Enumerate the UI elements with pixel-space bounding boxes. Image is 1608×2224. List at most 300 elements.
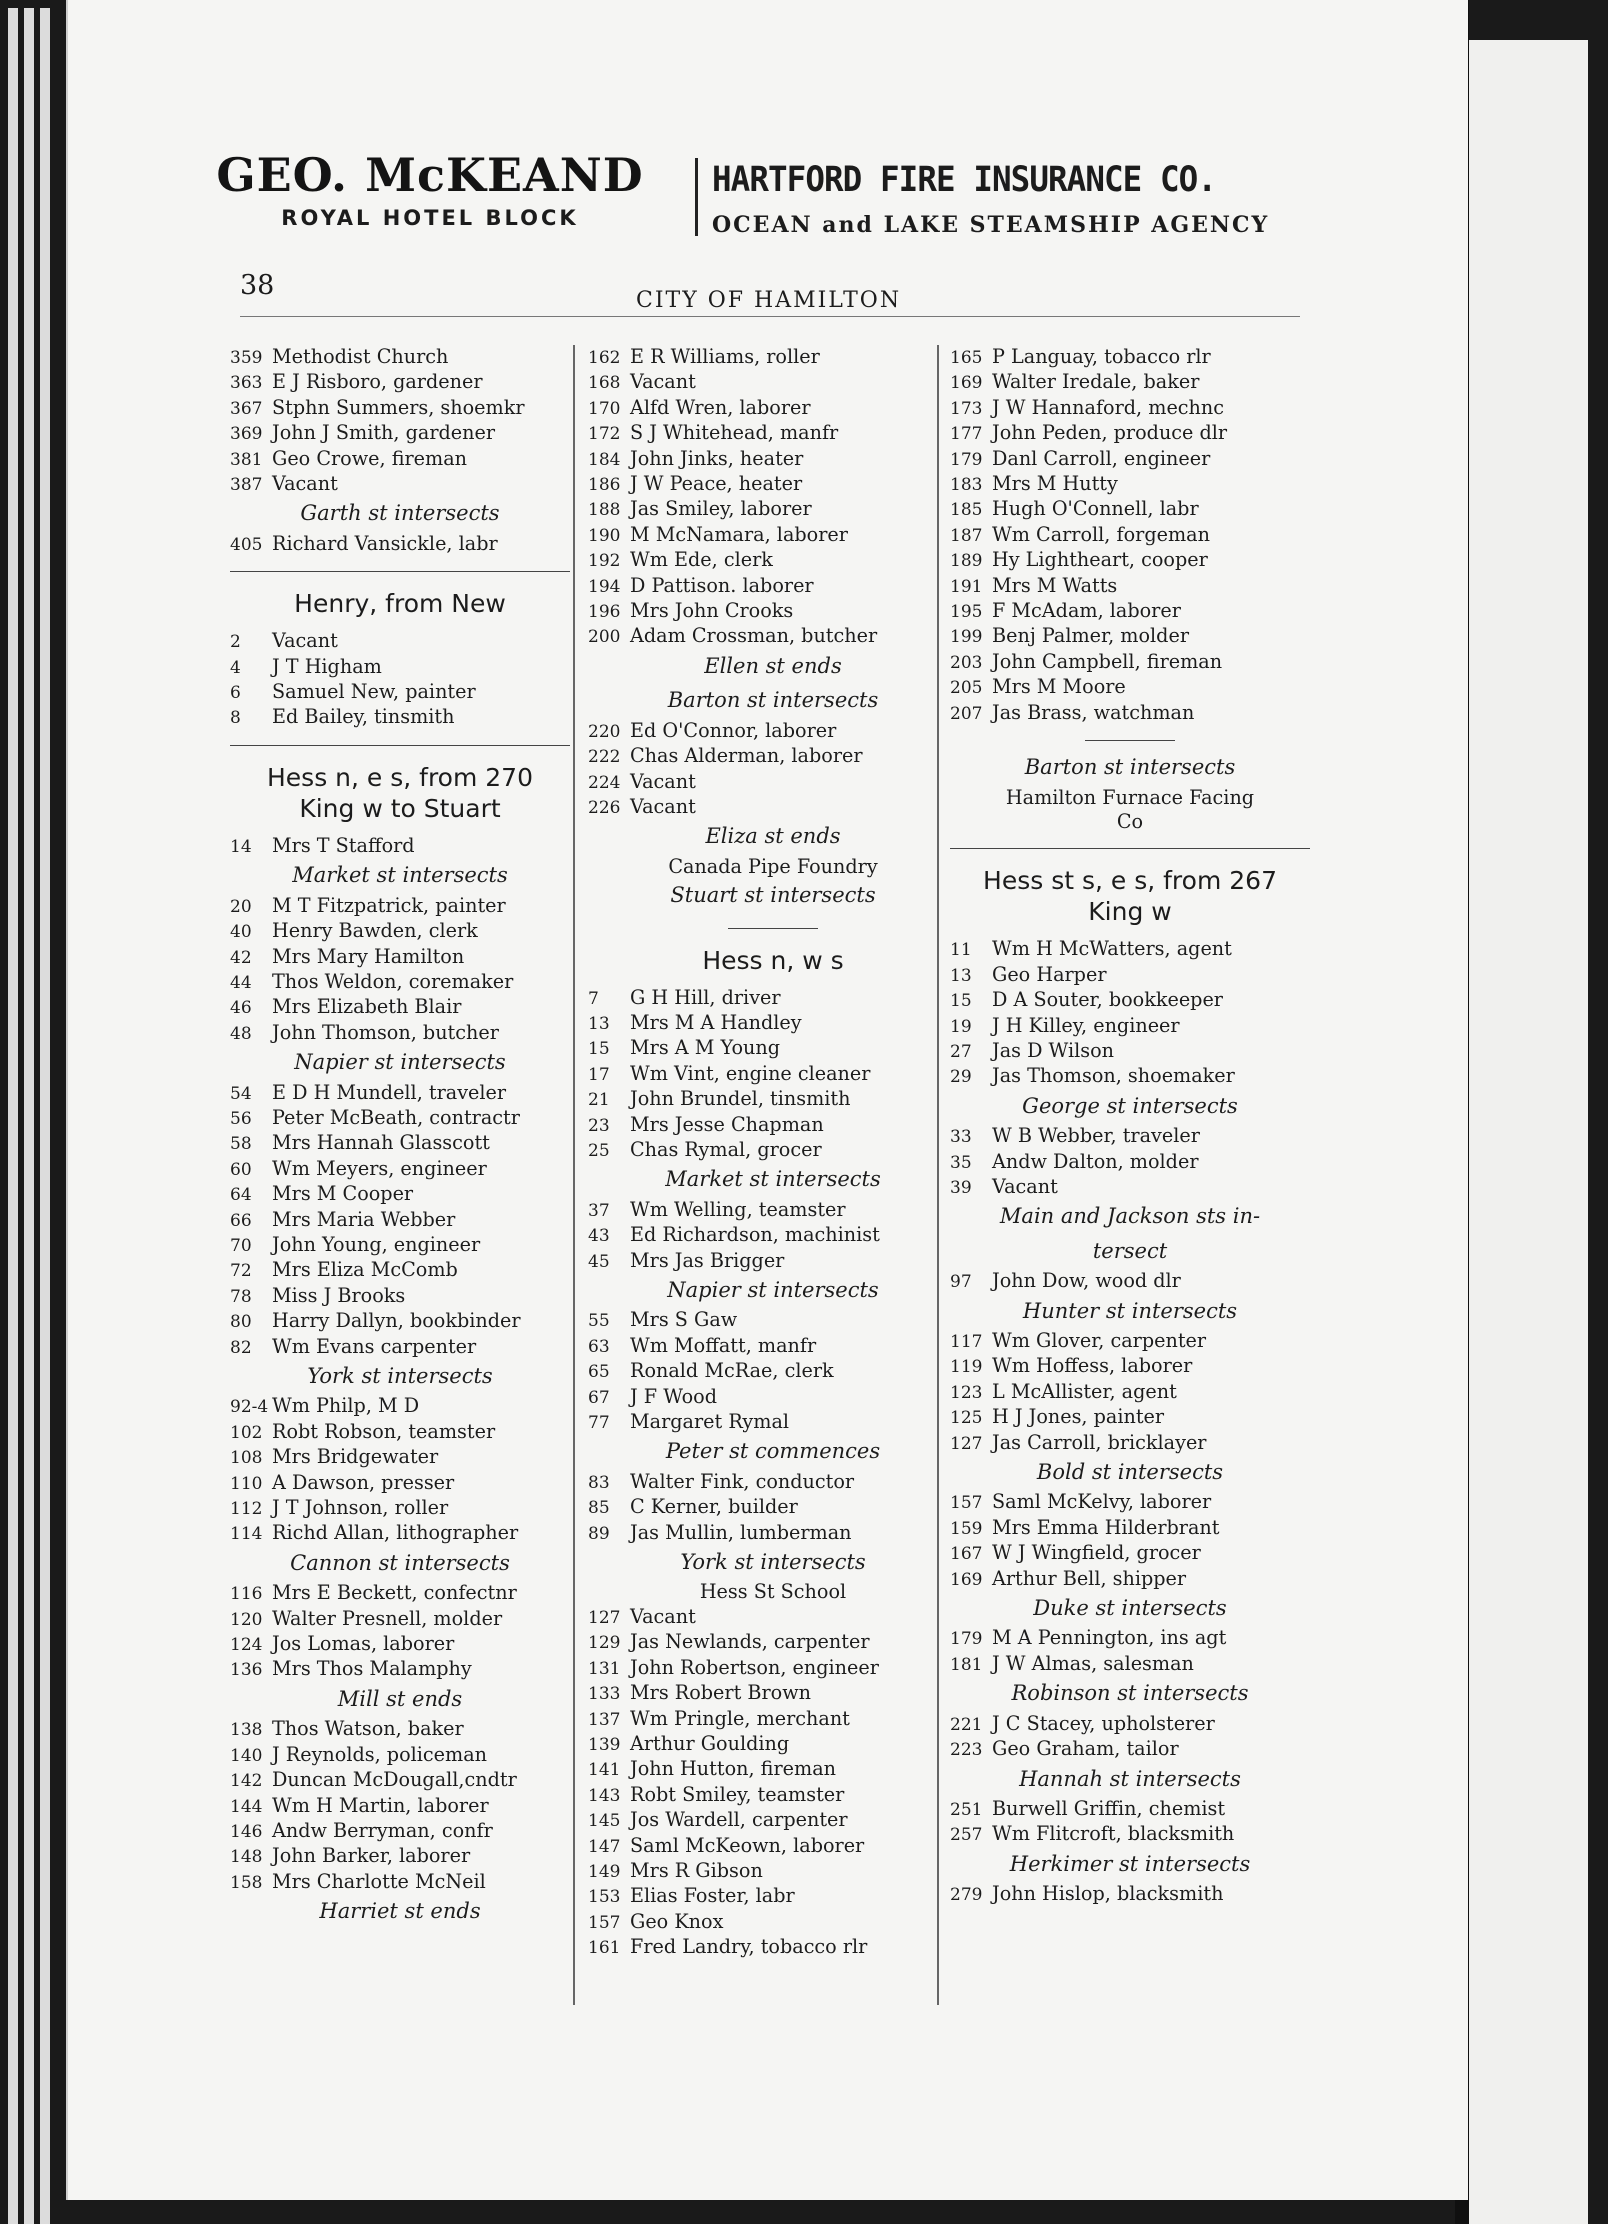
resident-text: M T Fitzpatrick, painter	[272, 893, 506, 917]
directory-entry	[950, 1150, 1310, 1175]
resident-text: E D H Mundell, traveler	[272, 1080, 507, 1104]
house-number: 13	[950, 965, 972, 986]
resident-text: Andw Berryman, confr	[272, 1818, 493, 1842]
landmark-text: Hess St School	[699, 1580, 847, 1604]
house-number: 63	[588, 1336, 610, 1357]
resident-text: John Robertson, engineer	[630, 1655, 879, 1679]
street-note: York st intersects	[680, 1550, 866, 1575]
house-number: 199	[950, 627, 983, 648]
directory-entry	[950, 1431, 1310, 1456]
directory-entry	[588, 1910, 958, 1935]
directory-entry	[230, 396, 570, 421]
resident-text: Robt Smiley, teamster	[630, 1782, 845, 1806]
house-number: 205	[950, 678, 983, 699]
directory-entry	[588, 1249, 958, 1274]
directory-entry	[588, 1087, 958, 1112]
resident-text: Jas Carroll, bricklayer	[992, 1430, 1207, 1454]
house-number: 251	[950, 1799, 983, 1820]
directory-entry	[230, 970, 570, 995]
resident-text: Burwell Griffin, chemist	[992, 1796, 1226, 1820]
header-rule	[240, 316, 1300, 317]
resident-text: Jos Wardell, carpenter	[630, 1808, 848, 1832]
resident-text: E R Williams, roller	[630, 345, 820, 368]
directory-entry	[230, 1581, 570, 1606]
resident-text: Mrs Charlotte McNeil	[272, 1869, 486, 1893]
resident-text: Jas Brass, watchman	[992, 700, 1195, 724]
directory-entry	[230, 629, 570, 654]
house-number: 120	[230, 1609, 263, 1630]
directory-entry	[950, 1329, 1310, 1354]
house-number: 207	[950, 703, 983, 724]
resident-text: Ronald McRae, clerk	[630, 1359, 834, 1383]
short-rule	[728, 928, 818, 929]
resident-text: Mrs Robert Brown	[630, 1681, 811, 1705]
street-note: Market st intersects	[665, 1167, 881, 1192]
resident-text: John Campbell, fireman	[992, 649, 1223, 673]
house-number: 85	[588, 1498, 610, 1519]
directory-entry	[588, 1198, 958, 1223]
street-note: Herkimer st intersects	[1009, 1851, 1251, 1876]
street-note: Ellen st ends	[704, 653, 842, 678]
directory-entry	[588, 1223, 958, 1248]
resident-text: H J Jones, painter	[992, 1405, 1165, 1429]
directory-entry	[588, 1113, 958, 1138]
landmark-text: Co	[1116, 809, 1144, 833]
advert-right	[712, 160, 1322, 238]
resident-text: Mrs Eliza McComb	[272, 1258, 458, 1282]
resident-text: Fred Landry, tobacco rlr	[630, 1935, 868, 1959]
house-number: 108	[230, 1448, 263, 1469]
house-number: 184	[588, 449, 621, 470]
resident-text: Jas Smiley, laborer	[630, 497, 812, 521]
street-note: Bold st intersects	[1036, 1460, 1224, 1485]
directory-entry	[588, 523, 958, 548]
resident-text: John Thomson, butcher	[272, 1020, 499, 1044]
house-number: 159	[950, 1518, 983, 1539]
street-note: Napier st intersects	[294, 1050, 506, 1075]
resident-text: W J Wingfield, grocer	[992, 1541, 1201, 1565]
house-number: 279	[950, 1885, 983, 1906]
house-number: 65	[588, 1362, 610, 1383]
house-number: 4	[230, 657, 241, 678]
street-note: tersect	[1092, 1238, 1168, 1263]
directory-entry	[950, 599, 1310, 624]
directory-entry	[588, 1605, 958, 1630]
resident-text: Benj Palmer, molder	[992, 624, 1189, 648]
column-divider-left	[573, 345, 575, 2005]
directory-entry	[588, 396, 958, 421]
house-number: 48	[230, 1023, 252, 1044]
house-number: 220	[588, 721, 621, 742]
house-number: 257	[950, 1825, 983, 1846]
resident-text: Mrs Thos Malamphy	[272, 1657, 472, 1681]
resident-text: J F Wood	[630, 1384, 718, 1408]
directory-entry	[588, 1495, 958, 1520]
house-number: 222	[588, 747, 621, 768]
house-number: 146	[230, 1821, 263, 1842]
house-number: 405	[230, 534, 263, 555]
house-number: 13	[588, 1013, 610, 1034]
house-number: 224	[588, 772, 621, 793]
directory-entry	[230, 680, 570, 705]
house-number: 195	[950, 602, 983, 623]
resident-text: P Languay, tobacco rlr	[992, 345, 1211, 368]
directory-entry	[588, 1630, 958, 1655]
directory-entry	[588, 1834, 958, 1859]
resident-text: John Brundel, tinsmith	[630, 1087, 851, 1111]
house-number: 37	[588, 1200, 610, 1221]
resident-text: Margaret Rymal	[630, 1410, 790, 1434]
house-number: 66	[230, 1210, 252, 1231]
resident-text: Wm Ede, clerk	[630, 548, 773, 572]
page-stack-edge-2	[24, 8, 34, 2224]
house-number: 110	[230, 1473, 263, 1494]
house-number: 367	[230, 398, 263, 419]
directory-entry	[230, 532, 570, 557]
resident-text: Mrs M Watts	[992, 573, 1118, 597]
resident-text: Thos Watson, baker	[272, 1717, 464, 1741]
street-note: Robinson st intersects	[1011, 1681, 1249, 1706]
street-note: George st intersects	[1022, 1093, 1238, 1118]
house-number: 39	[950, 1177, 972, 1198]
house-number: 139	[588, 1734, 621, 1755]
house-number: 80	[230, 1312, 252, 1333]
directory-entry	[230, 1521, 570, 1546]
house-number: 124	[230, 1635, 263, 1656]
resident-text: D Pattison. laborer	[630, 573, 814, 597]
house-number: 148	[230, 1847, 263, 1868]
advert-brand-address: ROYAL HOTEL BLOCK	[281, 206, 579, 230]
house-number: 83	[588, 1472, 610, 1493]
resident-text: J T Higham	[272, 654, 382, 678]
house-number: 70	[230, 1235, 252, 1256]
directory-entry	[230, 472, 570, 497]
resident-text: Richard Vansickle, labr	[272, 531, 498, 555]
house-number: 153	[588, 1887, 621, 1908]
house-number: 7	[588, 988, 599, 1009]
resident-text: Mrs M A Handley	[630, 1010, 802, 1034]
directory-entry	[588, 719, 958, 744]
house-number: 14	[230, 836, 252, 857]
directory-entry	[230, 1394, 570, 1419]
directory-entry	[950, 1064, 1310, 1089]
resident-text: Wm Hoffess, laborer	[992, 1354, 1193, 1378]
house-number: 125	[950, 1408, 983, 1429]
section-rule	[230, 745, 570, 746]
directory-entry	[950, 548, 1310, 573]
resident-text: Mrs Bridgewater	[272, 1445, 439, 1469]
house-number: 192	[588, 551, 621, 572]
house-number: 157	[588, 1912, 621, 1933]
house-number: 170	[588, 398, 621, 419]
resident-text: Danl Carroll, engineer	[992, 446, 1211, 470]
directory-entry	[230, 1081, 570, 1106]
street-note: Harriet st ends	[319, 1899, 481, 1924]
directory-entry	[230, 894, 570, 919]
house-number: 77	[588, 1413, 610, 1434]
street-heading-line: King w	[1088, 897, 1172, 927]
resident-text: Mrs Jesse Chapman	[630, 1112, 824, 1136]
resident-text: John Young, engineer	[272, 1232, 481, 1256]
resident-text: Geo Crowe, fireman	[272, 446, 468, 470]
resident-text: D A Souter, bookkeeper	[992, 988, 1223, 1012]
advert-divider	[695, 158, 698, 236]
directory-entry	[950, 1124, 1310, 1149]
street-note: Eliza st ends	[705, 824, 841, 849]
directory-entry	[230, 345, 570, 370]
resident-text: Mrs S Gaw	[630, 1308, 738, 1332]
resident-text: Mrs M Hutty	[992, 472, 1118, 496]
house-number: 46	[230, 998, 252, 1019]
house-number: 33	[950, 1127, 972, 1148]
directory-entry	[950, 1490, 1310, 1515]
resident-text: Wm Flitcroft, blacksmith	[992, 1822, 1235, 1846]
resident-text: John Barker, laborer	[272, 1844, 471, 1868]
house-number: 143	[588, 1785, 621, 1806]
house-number: 196	[588, 602, 621, 623]
house-number: 127	[950, 1433, 983, 1454]
resident-text: F McAdam, laborer	[992, 599, 1181, 623]
resident-text: Vacant	[272, 472, 338, 496]
street-note: Barton st intersects	[1024, 755, 1236, 780]
house-number: 144	[230, 1796, 263, 1817]
resident-text: Wm H McWatters, agent	[992, 937, 1232, 961]
resident-text: Thos Weldon, coremaker	[272, 969, 514, 993]
directory-entry	[950, 624, 1310, 649]
resident-text: Adam Crossman, butcher	[630, 624, 878, 648]
house-number: 21	[588, 1090, 610, 1111]
house-number: 173	[950, 398, 983, 419]
house-number: 363	[230, 373, 263, 394]
directory-entry	[950, 1405, 1310, 1430]
directory-entry	[230, 1445, 570, 1470]
resident-text: Ed Richardson, machinist	[630, 1223, 880, 1247]
street-note: Hunter st intersects	[1022, 1298, 1238, 1323]
resident-text: Mrs Maria Webber	[272, 1207, 456, 1231]
resident-text: A Dawson, presser	[272, 1470, 455, 1494]
house-number: 165	[950, 348, 983, 368]
page-stack-edge-1	[8, 8, 18, 2224]
directory-entry	[950, 1822, 1310, 1847]
directory-entry	[588, 1385, 958, 1410]
house-number: 381	[230, 449, 263, 470]
house-number: 92-4	[230, 1397, 269, 1418]
resident-text: Saml McKeown, laborer	[630, 1833, 865, 1857]
landmark-text: Canada Pipe Foundry	[668, 854, 878, 878]
directory-entry	[230, 1844, 570, 1869]
directory-entry	[950, 1354, 1310, 1379]
house-number: 387	[230, 475, 263, 496]
house-number: 25	[588, 1140, 610, 1161]
house-number: 137	[588, 1709, 621, 1730]
house-number: 169	[950, 373, 983, 394]
house-number: 147	[588, 1836, 621, 1857]
house-number: 15	[950, 991, 972, 1012]
resident-text: Wm Glover, carpenter	[992, 1329, 1207, 1352]
house-number: 58	[230, 1134, 252, 1155]
resident-text: John J Smith, gardener	[272, 421, 496, 445]
house-number: 114	[230, 1524, 263, 1545]
street-heading	[230, 588, 570, 619]
directory-entry	[588, 1732, 958, 1757]
street-heading	[230, 762, 570, 824]
resident-text: Richd Allan, lithographer	[272, 1521, 519, 1545]
directory-entry	[950, 937, 1310, 962]
directory-entry	[588, 986, 958, 1011]
resident-text: Andw Dalton, molder	[992, 1149, 1199, 1173]
street-heading-line: Hess n, w s	[702, 945, 844, 975]
house-number: 11	[950, 940, 972, 961]
directory-entry	[588, 345, 958, 370]
house-number: 40	[230, 922, 252, 943]
resident-text: Arthur Goulding	[630, 1731, 790, 1755]
street-note: Napier st intersects	[667, 1278, 879, 1302]
directory-entry	[230, 1106, 570, 1131]
house-number: 112	[230, 1499, 263, 1520]
house-number: 129	[588, 1633, 621, 1654]
house-number: 54	[230, 1083, 252, 1104]
house-number: 23	[588, 1115, 610, 1136]
house-number: 138	[230, 1720, 263, 1741]
page-stack-edge-3	[40, 8, 50, 2224]
advert-left	[180, 150, 680, 230]
resident-text: Hugh O'Connell, labr	[992, 497, 1199, 521]
house-number: 194	[588, 576, 621, 597]
directory-entry	[230, 945, 570, 970]
house-number: 29	[950, 1067, 972, 1088]
resident-text: Jos Lomas, laborer	[272, 1632, 455, 1656]
resident-text: M McNamara, laborer	[630, 522, 848, 546]
house-number: 140	[230, 1745, 263, 1766]
house-number: 15	[588, 1039, 610, 1060]
resident-text: Ed Bailey, tinsmith	[272, 705, 455, 729]
house-number: 6	[230, 683, 241, 704]
resident-text: Robt Robson, teamster	[272, 1419, 496, 1443]
directory-entry	[230, 995, 570, 1020]
resident-text: Hy Lightheart, cooper	[992, 548, 1208, 572]
resident-text: Vacant	[630, 1604, 696, 1628]
directory-entry	[588, 1808, 958, 1833]
resident-text: Wm Welling, teamster	[630, 1197, 846, 1221]
resident-text: Vacant	[630, 370, 696, 394]
directory-entry	[950, 497, 1310, 522]
resident-text: G H Hill, driver	[630, 985, 781, 1009]
resident-text: L McAllister, agent	[992, 1379, 1177, 1403]
house-number: 27	[950, 1041, 972, 1062]
house-number: 158	[230, 1872, 263, 1893]
street-heading-line: Henry, from New	[294, 589, 506, 619]
directory-entry	[230, 370, 570, 395]
resident-text: W B Webber, traveler	[992, 1124, 1200, 1148]
directory-entry	[588, 744, 958, 769]
house-number: 183	[950, 475, 983, 496]
house-number: 102	[230, 1422, 263, 1443]
house-number: 97	[950, 1272, 972, 1293]
resident-text: M A Pennington, ins agt	[992, 1626, 1227, 1650]
directory-entry	[588, 574, 958, 599]
resident-text: Mrs Hannah Glasscott	[272, 1131, 490, 1155]
directory-entry	[588, 1062, 958, 1087]
house-number: 172	[588, 424, 621, 445]
resident-text: Henry Bawden, clerk	[272, 919, 478, 943]
directory-entry	[230, 1607, 570, 1632]
directory-entry	[230, 1233, 570, 1258]
street-note: Main and Jackson sts in-	[999, 1204, 1261, 1229]
resident-text: S J Whitehead, manfr	[630, 421, 839, 445]
resident-text: Vacant	[630, 794, 696, 818]
resident-text: John Hislop, blacksmith	[992, 1882, 1224, 1906]
house-number: 123	[950, 1382, 983, 1403]
directory-entry	[950, 1882, 1310, 1907]
directory-entry	[230, 1819, 570, 1844]
directory-entry	[950, 574, 1310, 599]
house-number: 19	[950, 1016, 972, 1037]
resident-text: J C Stacey, upholsterer	[992, 1711, 1215, 1735]
resident-text: J W Peace, heater	[630, 472, 803, 496]
directory-entry	[230, 1157, 570, 1182]
directory-entry	[230, 705, 570, 730]
house-number: 185	[950, 500, 983, 521]
house-number: 127	[588, 1607, 621, 1628]
directory-column-middle	[588, 345, 958, 1961]
directory-entry	[950, 370, 1310, 395]
advert-agency-line: OCEAN and LAKE STEAMSHIP AGENCY	[712, 212, 1270, 238]
resident-text: Harry Dallyn, bookbinder	[272, 1309, 521, 1333]
directory-entry	[588, 1757, 958, 1782]
resident-text: Methodist Church	[272, 345, 449, 368]
resident-text: Wm Pringle, merchant	[630, 1706, 850, 1730]
directory-entry	[950, 1014, 1310, 1039]
resident-text: J W Hannaford, mechnc	[992, 395, 1225, 419]
directory-entry	[950, 523, 1310, 548]
resident-text: Wm Meyers, engineer	[272, 1156, 487, 1180]
house-number: 223	[950, 1740, 983, 1761]
resident-text: John Jinks, heater	[630, 446, 804, 470]
house-number: 162	[588, 348, 621, 368]
resident-text: Jas Newlands, carpenter	[630, 1630, 870, 1654]
directory-entry	[230, 1284, 570, 1309]
resident-text: Walter Presnell, molder	[272, 1606, 503, 1630]
resident-text: Chas Alderman, laborer	[630, 744, 863, 768]
house-number: 45	[588, 1251, 610, 1272]
street-note: Duke st intersects	[1033, 1596, 1227, 1621]
directory-entry	[588, 1859, 958, 1884]
resident-text: Wm H Martin, laborer	[272, 1793, 489, 1817]
directory-entry	[950, 701, 1310, 726]
house-number: 359	[230, 348, 263, 368]
street-note: Barton st intersects	[667, 688, 879, 713]
facing-page-edge	[1468, 40, 1588, 2224]
resident-text: Mrs Mary Hamilton	[272, 944, 465, 968]
directory-entry	[588, 1359, 958, 1384]
house-number: 55	[588, 1311, 610, 1332]
directory-entry	[588, 795, 958, 820]
short-rule	[1085, 740, 1175, 741]
directory-entry	[230, 1717, 570, 1742]
page-number: 38	[240, 270, 275, 301]
directory-entry	[588, 1935, 958, 1960]
street-note: Stuart st intersects	[670, 883, 876, 908]
street-note: Hannah st intersects	[1019, 1766, 1241, 1791]
resident-text: Mrs E Beckett, confectnr	[272, 1581, 517, 1605]
house-number: 116	[230, 1584, 263, 1605]
resident-text: Wm Philp, M D	[272, 1394, 420, 1418]
directory-entry	[950, 1652, 1310, 1677]
directory-entry	[950, 650, 1310, 675]
house-number: 191	[950, 576, 983, 597]
directory-entry	[230, 1131, 570, 1156]
house-number: 117	[950, 1332, 983, 1352]
